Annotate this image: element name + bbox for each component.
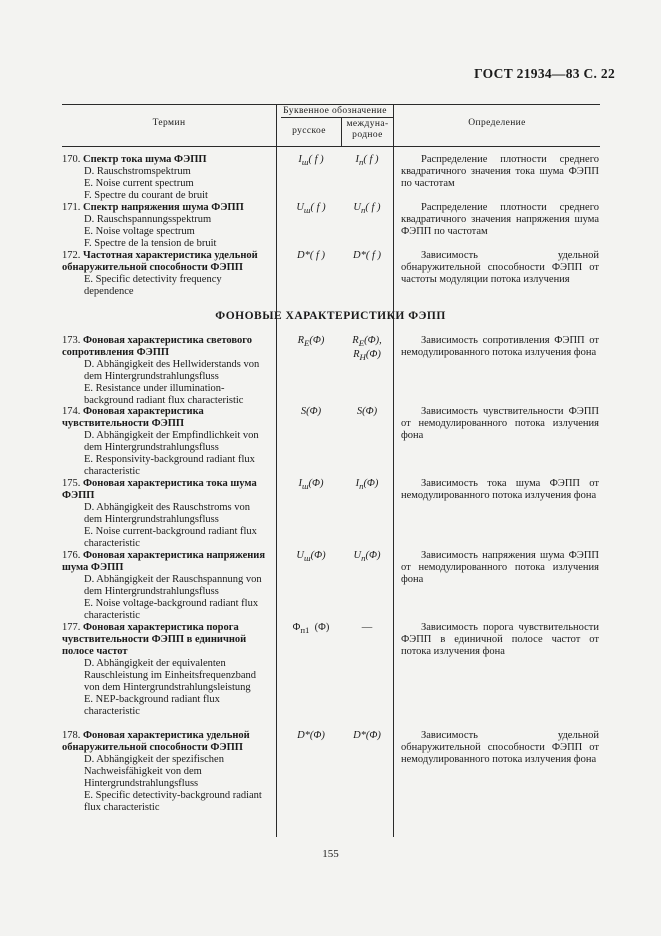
definition-171: Распределение плотности среднего квадратичного значения напряжения шума ФЭПП по частотам xyxy=(401,202,599,237)
term-entry-170: 170. Спектр тока шума ФЭПП D. Rauschstromspektrum E. Noise current spectrum F. Spectre du courant de bruit xyxy=(62,154,208,201)
term-entry-173: 173. Фоновая характеристика светового сопротивления ФЭПП D. Abhängigkeit des Hellwiderstands von dem Hintergrundstrahlungsfluss E. Resistance under illumination-background radiant flux characteristic xyxy=(62,335,260,406)
definition-170: Распределение плотности среднего квадратичного значения тока шума ФЭПП по частотам xyxy=(401,154,599,189)
intl-symbol-178: D*(Φ) xyxy=(353,730,381,741)
russian-symbol-175: $I_ш(\Phi)$ xyxy=(298,478,324,492)
term-entry-174: 174. Фоновая характеристика чувствительности ФЭПП D. Abhängigkeit der Empfindlichkeit von dem Hintergrundstrahlungsfluss E. Responsivity-background radiant flux characteristic xyxy=(62,406,259,477)
russian-symbol-177: $\Phi_{п1}$ (Φ) xyxy=(292,622,330,636)
intl-symbol-177: — xyxy=(361,622,373,633)
russian-symbol-172: D*( f ) xyxy=(297,250,325,261)
definition-175: Зависимость тока шума ФЭПП от немодулированного потока излучения фона xyxy=(401,478,599,501)
definition-172: Зависимость удельной обнаружительной способности ФЭПП от частоты модуляции потока излучения xyxy=(401,250,599,285)
term-entry-178: 178. Фоновая характеристика удельной обнаружительной способности ФЭПП D. Abhängigkeit der spezifischen Nachweisfähigkeit von dem Hintergrundstrahlungsfluss E. Specific detectivity-background radiant flux characteristic xyxy=(62,730,262,813)
intl-symbol-173: $R_E(\Phi)$, $R_H(\Phi)$ xyxy=(352,335,382,363)
column-header-term: Термин xyxy=(152,118,186,128)
intl-symbol-174: S(Φ) xyxy=(356,406,378,417)
column-header-definition: Определение xyxy=(468,118,526,128)
term-entry-172: 172. Частотная характеристика удельной обнаружительной способности ФЭПП E. Specific detectivity frequency dependence xyxy=(62,250,258,297)
intl-symbol-172: D*( f ) xyxy=(353,250,381,261)
intl-symbol-170: $I_n$( f ) xyxy=(355,154,379,168)
subheader-rule xyxy=(281,117,393,118)
russian-symbol-176: $U_ш(\Phi)$ xyxy=(296,550,326,564)
header-bottom-rule xyxy=(62,146,600,147)
term-entry-175: 175. Фоновая характеристика тока шума ФЭПП D. Abhängigkeit des Rauschstroms von dem Hintergrundstrahlungsfluss E. Noise current-background radiant flux characteristic xyxy=(62,478,257,549)
term-entry-177: 177. Фоновая характеристика порога чувствительности ФЭПП в единичной полосе частот D. Abhängigkeit der equivalenten Rauschleistung im Einheitsfrequenzband von dem Hintergrundstrahlungsleistung E. NEP-background radiant flux characteristic xyxy=(62,622,257,717)
russian-symbol-178: D*(Φ) xyxy=(297,730,325,741)
term-entry-171: 171. Спектр напряжения шума ФЭПП D. Rauschspannungsspektrum E. Noise voltage spectrum F. Spectre de la tension de bruit xyxy=(62,202,244,249)
intl-symbol-175: $I_n(\Phi)$ xyxy=(355,478,379,492)
definition-174: Зависимость чувствительности ФЭПП от немодулированного потока излучения фона xyxy=(401,406,599,441)
section-title: ФОНОВЫЕ ХАРАКТЕРИСТИКИ ФЭПП xyxy=(215,310,446,322)
column-header-letter-designation: Буквенное обозначение xyxy=(283,106,387,116)
russian-symbol-174: S(Φ) xyxy=(300,406,322,417)
definition-177: Зависимость порога чувствительности ФЭПП в единичной полосе частот от потока излучения фона xyxy=(401,622,599,657)
term-entry-176: 176. Фоновая характеристика напряжения шума ФЭПП D. Abhängigkeit der Rauschspannung von dem Hintergrundstrahlungsfluss E. Noise voltage-background radiant flux characteristic xyxy=(62,550,266,621)
intl-symbol-171: $U_n$( f ) xyxy=(353,202,381,216)
russian-symbol-171: $U_ш$( f ) xyxy=(296,202,326,216)
russian-symbol-170: $I_ш$( f ) xyxy=(298,154,324,168)
table-top-rule xyxy=(62,104,600,105)
col-divider-1 xyxy=(276,104,277,837)
intl-symbol-176: $U_n(\Phi)$ xyxy=(353,550,381,564)
column-header-international: междуна- родное xyxy=(346,119,389,140)
col-divider-3 xyxy=(393,104,394,837)
definition-178: Зависимость удельной обнаружительной способности ФЭПП от немодулированного потока излучения фона xyxy=(401,730,599,765)
column-header-russian: русское xyxy=(292,126,326,136)
page-number: 155 xyxy=(322,848,339,860)
running-header: ГОСТ 21934—83 С. 22 xyxy=(474,66,615,81)
definition-176: Зависимость напряжения шума ФЭПП от немодулированного потока излучения фона xyxy=(401,550,599,585)
russian-symbol-173: $R_E(\Phi)$ xyxy=(297,335,325,349)
definition-173: Зависимость сопротивления ФЭПП от немодулированного потока излучения фона xyxy=(401,335,599,358)
